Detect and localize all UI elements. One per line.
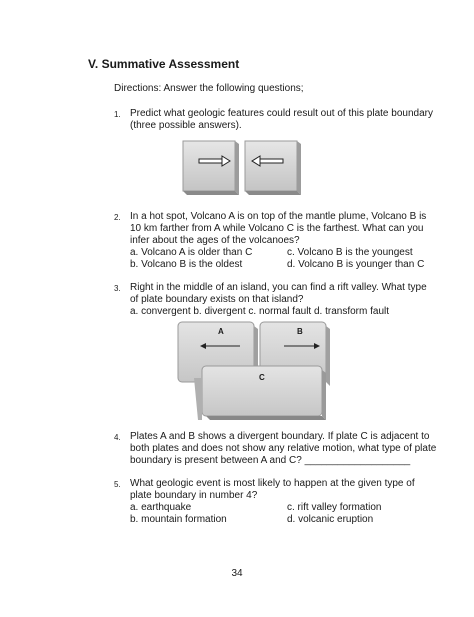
question-line: boundary is present between A and C? ___________________ bbox=[130, 455, 411, 466]
plate-b-label: B bbox=[297, 327, 303, 336]
plate-a-label: A bbox=[218, 327, 224, 336]
choice-d: d. Volcano B is younger than C bbox=[287, 259, 425, 270]
choice-b: b. Volcano B is the oldest bbox=[130, 259, 243, 270]
choice-c: c. rift valley formation bbox=[287, 502, 382, 513]
question-line: (three possible answers). bbox=[130, 120, 242, 131]
choice-a: a. earthquake bbox=[130, 502, 192, 513]
question-line: Predict what geologic features could result out of this plate boundary bbox=[130, 108, 433, 119]
choice-d: d. volcanic eruption bbox=[287, 514, 374, 525]
choice-b: b. mountain formation bbox=[130, 514, 227, 525]
question-number: 2. bbox=[114, 213, 121, 222]
question-number: 3. bbox=[114, 284, 121, 293]
question-line: What geologic event is most likely to happen at the given type of bbox=[130, 478, 415, 489]
question-number: 1. bbox=[114, 110, 121, 119]
choice-c: c. Volcano B is the youngest bbox=[287, 247, 413, 258]
question-line: Plates A and B shows a divergent boundary. If plate C is adjacent to bbox=[130, 431, 430, 442]
question-number: 5. bbox=[114, 480, 121, 489]
question-number: 4. bbox=[114, 433, 121, 442]
question-line: In a hot spot, Volcano A is on top of the mantle plume, Volcano B is bbox=[130, 211, 427, 222]
plate-c-label: C bbox=[259, 373, 265, 382]
choice-a: a. Volcano A is older than C bbox=[130, 247, 253, 258]
question-line: a. convergent b. divergent c. normal fault d. transform fault bbox=[130, 306, 390, 317]
three-plates-illustration bbox=[176, 320, 332, 426]
question-line: 10 km farther from A while Volcano C is the farthest. What can you bbox=[130, 223, 424, 234]
two-plates-diverging-illustration bbox=[182, 140, 302, 196]
question-line: Right in the middle of an island, you can find a rift valley. What type bbox=[130, 282, 427, 293]
question-line: of plate boundary exists on that island? bbox=[130, 294, 304, 305]
question-line: plate boundary in number 4? bbox=[130, 490, 258, 501]
plate-boundary-figure-2 bbox=[176, 320, 332, 426]
section-title: V. Summative Assessment bbox=[88, 57, 240, 71]
question-line: both plates and does not show any relative motion, what type of plate bbox=[130, 443, 437, 454]
directions: Directions: Answer the following questions; bbox=[114, 83, 304, 94]
question-line: infer about the ages of the volcanoes? bbox=[130, 235, 300, 246]
plate-boundary-figure-1 bbox=[182, 140, 302, 196]
page-number: 34 bbox=[231, 568, 243, 579]
